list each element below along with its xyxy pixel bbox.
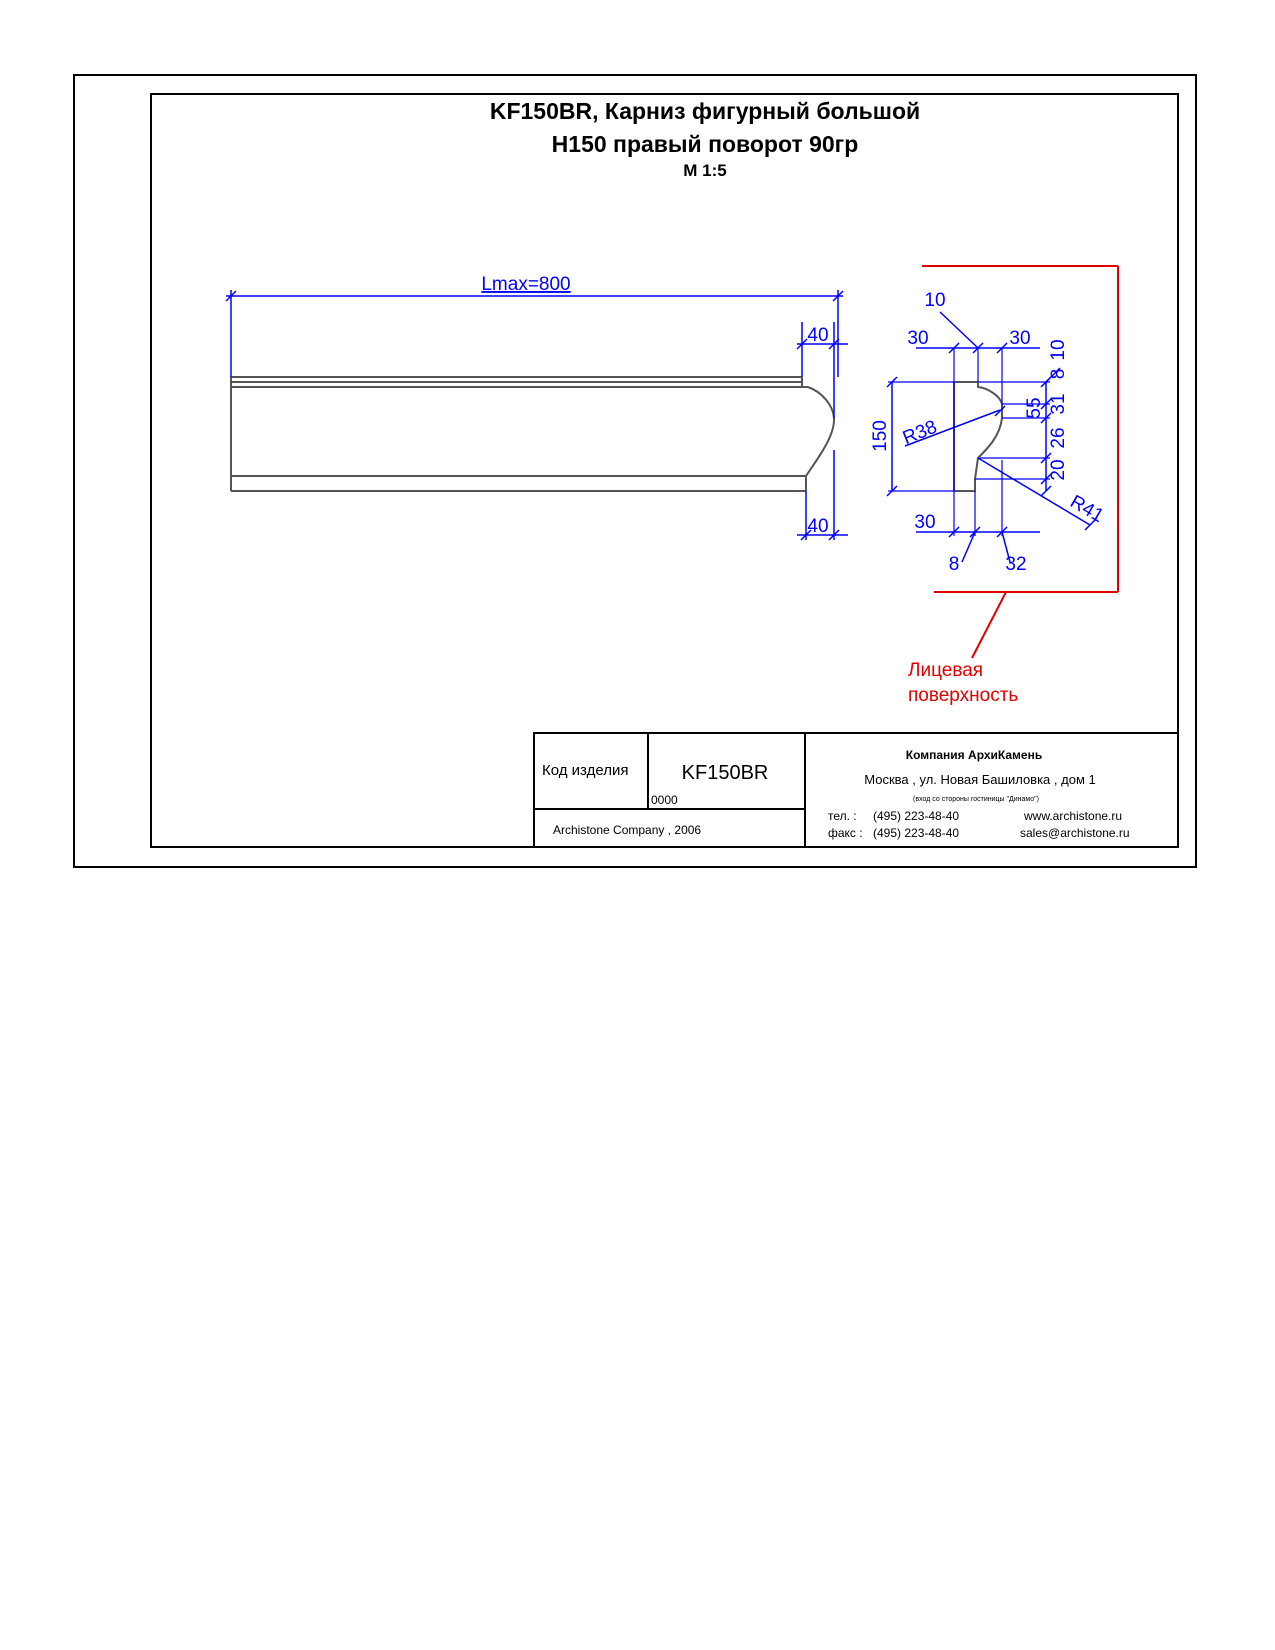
inner-frame xyxy=(151,94,1178,847)
drawing-number: 0000 xyxy=(651,793,678,807)
dim-8-right: 8 xyxy=(1048,368,1069,380)
dim-32: 32 xyxy=(1005,554,1027,575)
product-code-value: KF150BR xyxy=(681,762,769,784)
dim-26: 26 xyxy=(1048,427,1069,449)
face-surface-label-line1: Лицевая xyxy=(908,660,984,681)
dim-150: 150 xyxy=(870,420,891,452)
website[interactable]: www.archistone.ru xyxy=(1024,809,1123,823)
side-dimensions xyxy=(797,322,848,540)
company-address-note: (вход со стороны гостиницы "Динамо") xyxy=(913,796,1039,803)
dim-30-left-top: 30 xyxy=(907,328,929,349)
face-surface-marker xyxy=(922,266,1118,658)
email[interactable]: sales@archistone.ru xyxy=(1020,826,1130,840)
company-address: Москва , ул. Новая Башиловка , дом 1 xyxy=(864,772,1096,787)
front-view xyxy=(226,274,848,540)
dim-20: 20 xyxy=(1048,459,1069,481)
length-dimension xyxy=(226,290,843,377)
section-profile xyxy=(954,382,1002,491)
dim-31: 31 xyxy=(1048,393,1069,415)
drawing-title: KF150BR, Карниз фигурный большой xyxy=(489,98,921,124)
dim-30-bottom: 30 xyxy=(914,512,936,533)
top-offset-label: 40 xyxy=(807,325,829,346)
length-label: Lmax=800 xyxy=(481,274,571,295)
product-code-label: Код изделия xyxy=(542,762,629,779)
drawing-scale: M 1:5 xyxy=(683,161,727,180)
dim-30-right-top: 30 xyxy=(1009,328,1031,349)
copyright: Archistone Company , 2006 xyxy=(553,823,702,837)
dim-8-bottom: 8 xyxy=(948,554,960,575)
bottom-offset-label: 40 xyxy=(807,516,829,537)
front-view-outline xyxy=(231,377,834,491)
section-view xyxy=(870,266,1118,706)
tel-number: (495) 223-48-40 xyxy=(873,809,960,823)
dim-10-top: 10 xyxy=(924,290,946,311)
dim-r41: R41 xyxy=(1066,491,1108,528)
dim-55: 55 xyxy=(1024,397,1045,419)
face-surface-label-line2: поверхность xyxy=(908,685,1019,706)
fax-number: (495) 223-48-40 xyxy=(873,826,960,840)
tel-label: тел. : xyxy=(828,809,857,823)
company-name: Компания АрхиКамень xyxy=(905,748,1043,762)
dim-r38: R38 xyxy=(899,416,941,450)
fax-label: факс : xyxy=(828,826,863,840)
dim-10-right: 10 xyxy=(1048,339,1069,361)
drawing-subtitle: H150 правый поворот 90гр xyxy=(551,131,859,157)
